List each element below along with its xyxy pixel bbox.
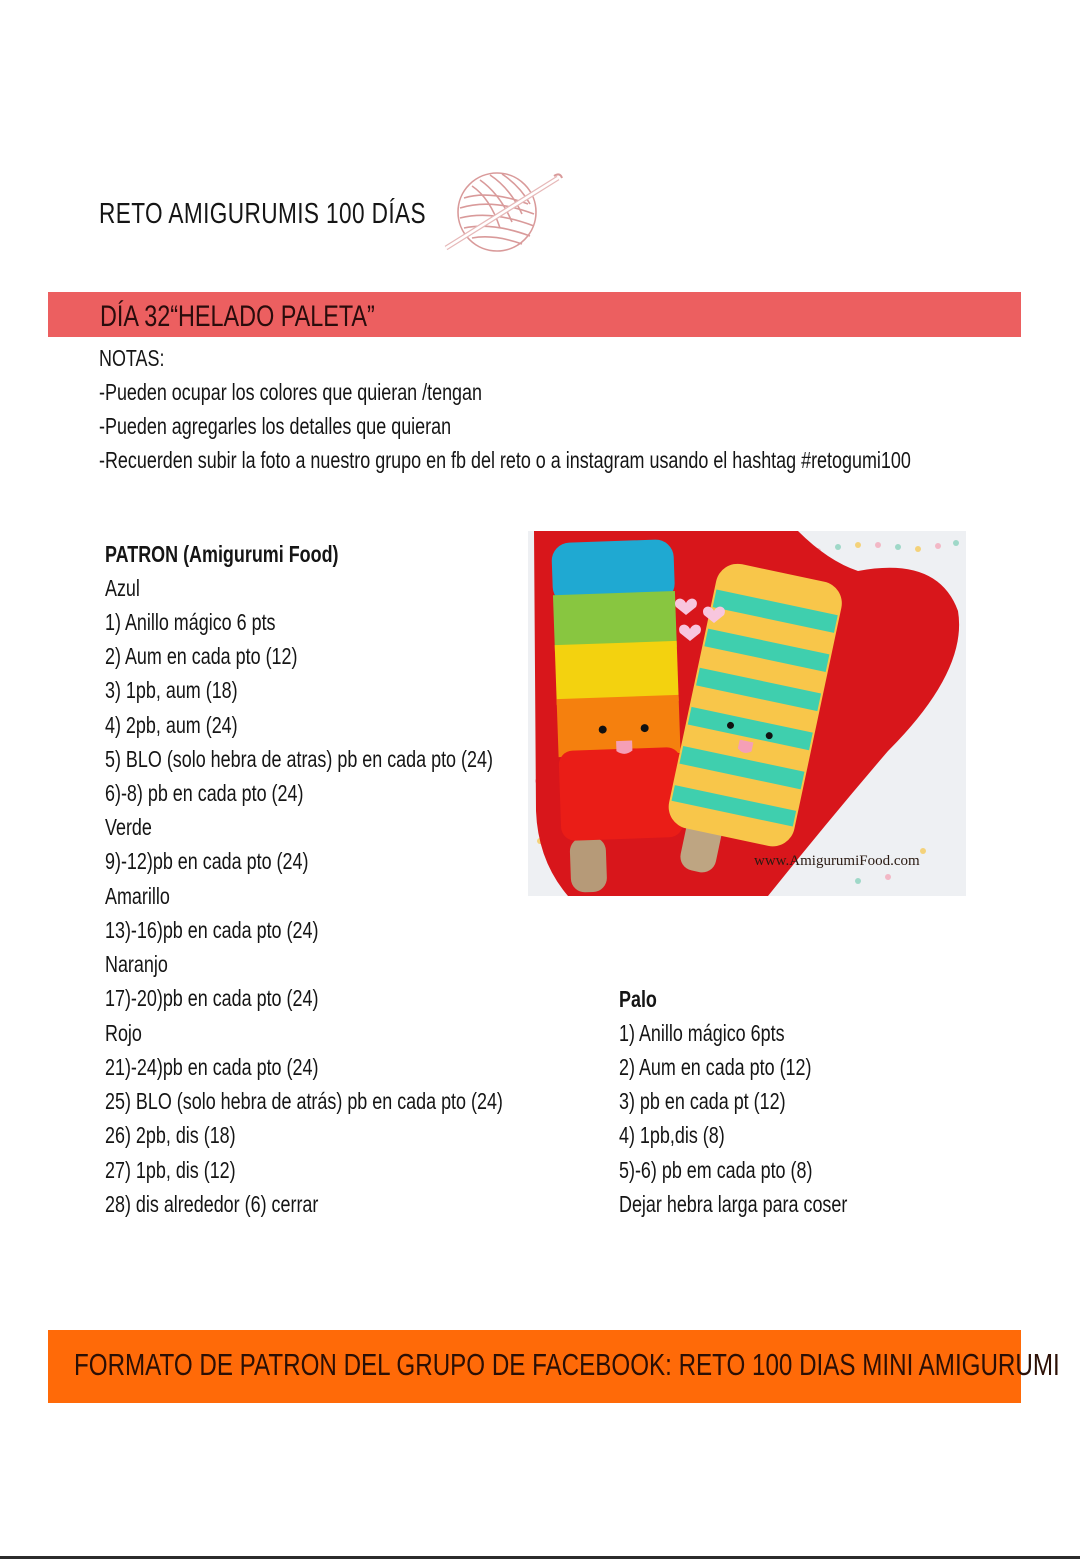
note-item [99,447,1080,473]
pattern-line [105,1054,379,1080]
pattern-line [105,643,352,669]
pattern-line [105,677,275,703]
footer-banner [48,1330,1060,1403]
stick-line-text: 4) 1pb,dis (8) [619,1122,725,1148]
note-item-text: -Pueden agregarles los detalles que quieran [99,413,452,439]
footer-text [74,1347,1080,1383]
popsicle-illustration [528,531,966,896]
stick-heading-text: Palo [619,986,657,1012]
pattern-line-text: Amarillo [105,883,170,909]
day-title-banner [48,292,1021,337]
pattern-line [105,848,366,874]
pattern-line-text: Rojo [105,1020,142,1046]
document-title-text: RETO AMIGURUMIS 100 DÍAS [99,198,426,230]
stick-line [619,1191,912,1217]
stick-line-text: 3) pb en cada pt (12) [619,1088,786,1114]
pattern-heading-text: PATRON (Amigurumi Food) [105,541,339,567]
stick-line [619,1054,866,1080]
stick-line-text: 5)-6) pb em cada pto (8) [619,1157,813,1183]
pattern-line-text: 2) Aum en cada pto (12) [105,643,298,669]
pattern-line [105,780,359,806]
pattern-line [105,917,379,943]
day-title [100,300,452,334]
pattern-line-text: 1) Anillo mágico 6 pts [105,609,276,635]
pattern-heading [105,541,404,567]
photo-watermark: www.AmigurumiFood.com [754,853,920,869]
stick-line-text: 1) Anillo mágico 6pts [619,1020,785,1046]
pattern-line-text: 17)-20)pb en cada pto (24) [105,985,319,1011]
stick-line [619,1122,755,1148]
pattern-line-text: 9)-12)pb en cada pto (24) [105,848,309,874]
pattern-line [105,609,324,635]
note-item-text: -Pueden ocupar los colores que quieran /tengan [99,379,482,405]
pattern-line-text: 13)-16)pb en cada pto (24) [105,917,319,943]
pattern-line [105,1191,379,1217]
stick-heading [619,986,668,1012]
stick-line-text: Dejar hebra larga para coser [619,1191,848,1217]
pattern-line-text: 28) dis alrededor (6) cerrar [105,1191,319,1217]
pattern-line-text: 25) BLO (solo hebra de atrás) pb en cada pto (24) [105,1088,503,1114]
pattern-line [105,1020,152,1046]
pattern-line [105,575,150,601]
stick-line [619,1157,867,1183]
pattern-line-text: 27) 1pb, dis (12) [105,1157,236,1183]
stick-line-text: 2) Aum en cada pto (12) [619,1054,812,1080]
pattern-line-text: Naranjo [105,951,168,977]
pattern-line-text: 21)-24)pb en cada pto (24) [105,1054,319,1080]
notes-heading-text: NOTAS: [99,345,165,371]
popsicle-photo [528,531,966,896]
pattern-line [105,1088,615,1114]
notes-heading [99,345,183,371]
pattern-line-text: 5) BLO (solo hebra de atras) pb en cada pto (24) [105,746,493,772]
pattern-line [105,1122,272,1148]
pattern-line-text: 3) 1pb, aum (18) [105,677,238,703]
pattern-line-text: 4) 2pb, aum (24) [105,712,238,738]
pattern-line-text: Azul [105,575,140,601]
stick-line [619,1020,831,1046]
pattern-line [105,1157,272,1183]
pattern-line [105,712,275,738]
pattern-line-text: 6)-8) pb en cada pto (24) [105,780,304,806]
yarn-ball-crochet-hook-icon [442,168,568,254]
pattern-line-text: 26) 2pb, dis (18) [105,1122,236,1148]
stick-line [619,1088,833,1114]
note-item [99,413,550,439]
pattern-line [105,951,186,977]
pattern-line [105,985,379,1011]
pattern-line-text: Verde [105,814,152,840]
day-title-text: DÍA 32“HELADO PALETA” [100,300,375,333]
pattern-line [105,883,188,909]
footer-text-content: FORMATO DE PATRON DEL GRUPO DE FACEBOOK: RETO 100 DIAS MINI AMIGURUMI [74,1347,1060,1382]
note-item [99,379,590,405]
pattern-line [105,814,165,840]
note-item-text: -Recuerden subir la foto a nuestro grupo en fb del reto o a instagram usando el hashtag #retogumi100 [99,447,911,473]
